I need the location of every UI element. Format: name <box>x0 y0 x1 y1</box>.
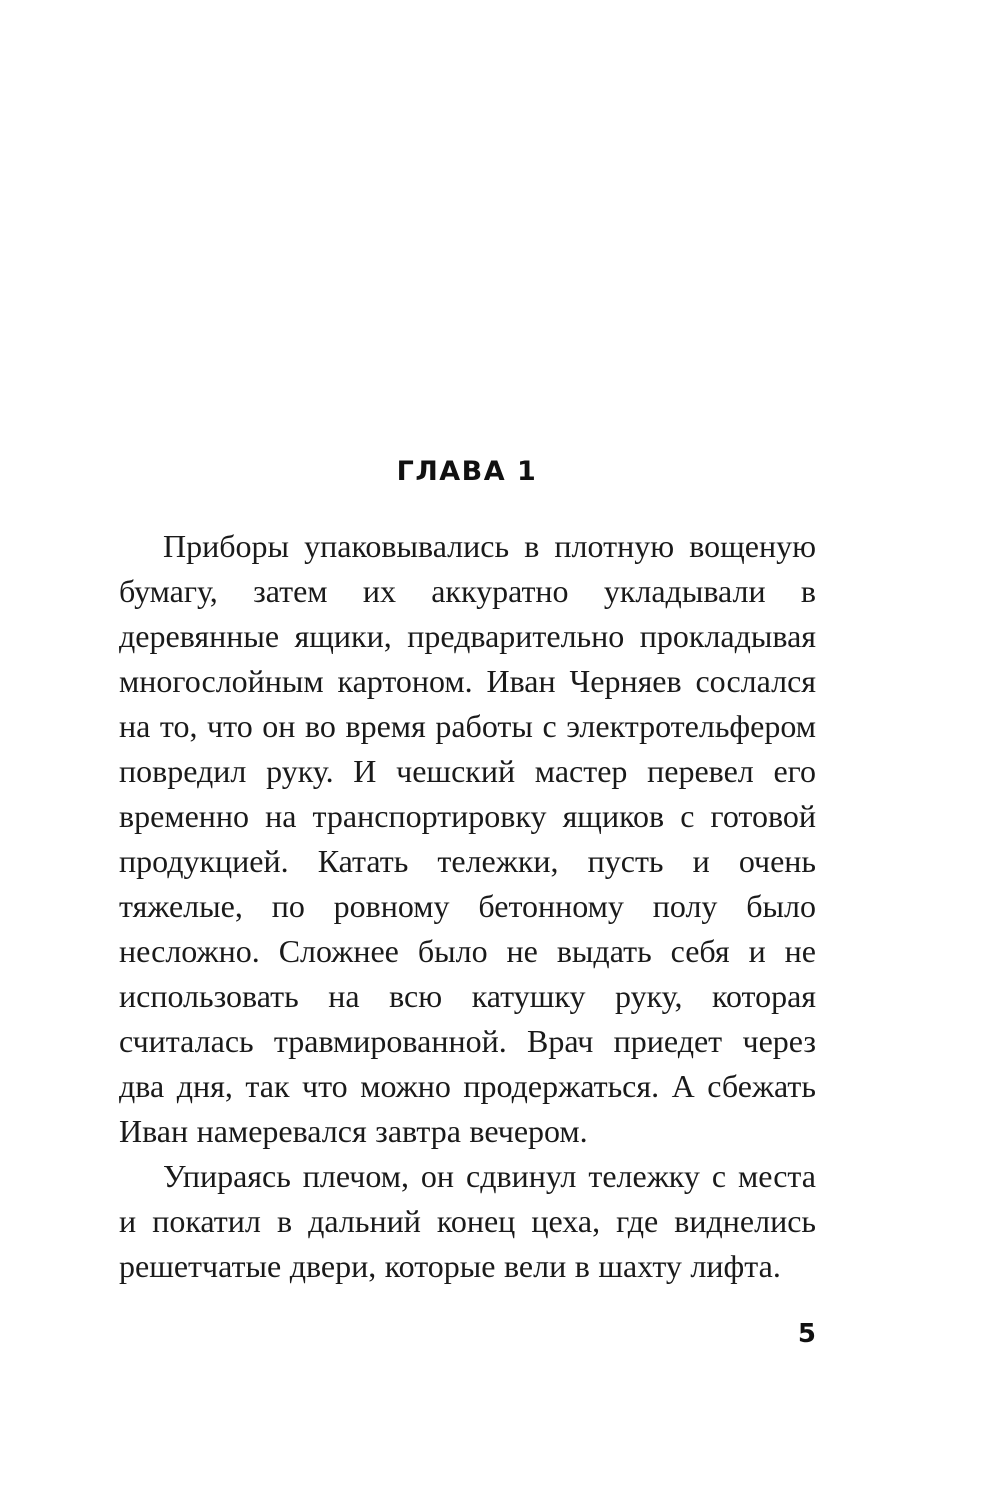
paragraph: Упираясь плечом, он сдвинул тележку с места и покатил в дальний конец цеха, где виднелись решетчатые двери, которые вели в шахту лифта. <box>119 1158 816 1284</box>
chapter-body <box>119 524 816 1289</box>
paragraph: Приборы упаковывались в плотную вощеную бумагу, затем их аккуратно укладывали в деревянные ящики, предварительно прокладывая многослойным картоном. Иван Черняев сослался на то, что он во время работы с электротельфером повредил руку. И чешский мастер перевел его временно на транспортировку ящиков с готовой продукцией. Катать тележки, пусть и очень тяжелые, по ровному бетонному полу было несложно. Сложнее было не выдать себя и не использовать на всю катушку руку, которая считалась травмированной. Врач приедет через два дня, так что можно продержаться. А сбежать Иван намеревался завтра вечером. <box>119 528 816 1149</box>
chapter-title: ГЛАВА 1 <box>396 456 538 487</box>
page-number: 5 <box>797 1319 816 1349</box>
